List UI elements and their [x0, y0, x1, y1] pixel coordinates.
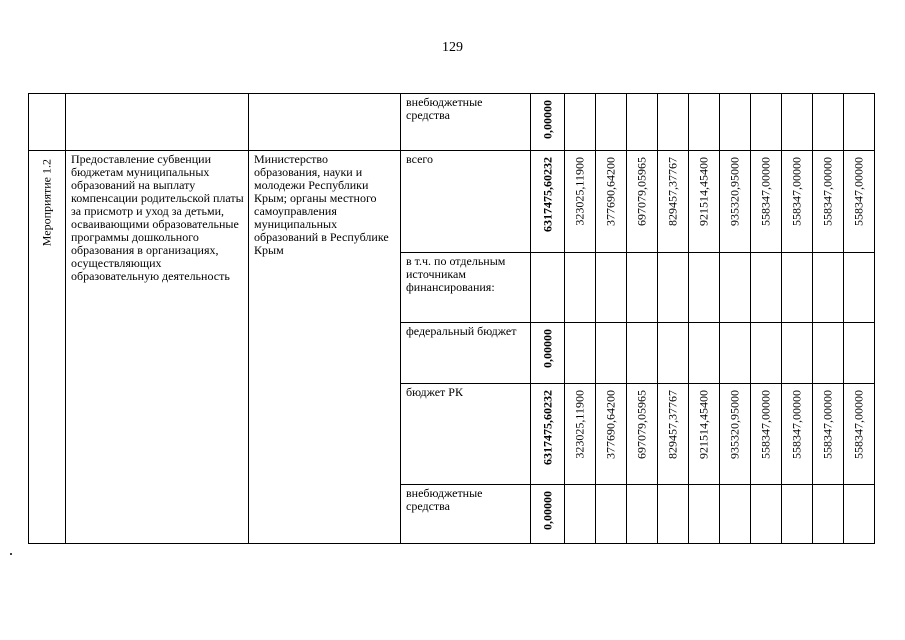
year-cell	[751, 151, 782, 253]
total-value: 0,00000	[540, 491, 554, 530]
year-cell	[720, 485, 751, 544]
year-cell	[596, 485, 627, 544]
source-label: бюджет РК	[406, 385, 463, 399]
year-cell	[565, 253, 596, 323]
year-value: 829457,37767	[665, 390, 680, 459]
year-cell	[751, 384, 782, 485]
year-value: 829457,37767	[665, 157, 680, 226]
year-value: 697079,05965	[634, 390, 649, 459]
year-cell	[565, 151, 596, 253]
year-cell	[813, 94, 844, 151]
year-cell	[565, 485, 596, 544]
year-cell	[813, 253, 844, 323]
year-cell	[627, 94, 658, 151]
total-cell	[531, 323, 565, 384]
total-cell	[531, 151, 565, 253]
source-label: федеральный бюджет	[406, 324, 517, 338]
total-cell	[531, 253, 565, 323]
source-cell	[401, 151, 531, 253]
table-row	[29, 151, 875, 253]
year-value: 377690,64200	[603, 157, 618, 226]
year-value: 558347,00000	[789, 390, 804, 459]
page-number: 129	[442, 40, 463, 55]
source-cell	[401, 94, 531, 151]
source-cell	[401, 323, 531, 384]
year-cell	[658, 384, 689, 485]
year-cell	[658, 253, 689, 323]
year-value: 697079,05965	[634, 157, 649, 226]
year-cell	[596, 151, 627, 253]
total-value: 6317475,60232	[540, 390, 554, 465]
year-cell	[813, 485, 844, 544]
year-cell	[813, 151, 844, 253]
year-cell	[689, 253, 720, 323]
year-value: 558347,00000	[820, 157, 835, 226]
year-value: 921514,45400	[696, 157, 711, 226]
table-row-top	[29, 94, 875, 151]
total-cell	[531, 94, 565, 151]
year-cell	[658, 151, 689, 253]
year-cell	[782, 94, 813, 151]
year-value: 377690,64200	[603, 390, 618, 459]
measure-id-cell	[29, 151, 66, 544]
year-cell	[782, 151, 813, 253]
year-cell	[751, 485, 782, 544]
year-cell	[782, 253, 813, 323]
year-value: 935320,95000	[727, 157, 742, 226]
scan-speck	[10, 553, 12, 555]
executor-cell	[249, 151, 401, 544]
year-cell	[627, 151, 658, 253]
year-cell	[689, 384, 720, 485]
year-cell	[689, 323, 720, 384]
year-value: 558347,00000	[820, 390, 835, 459]
year-value: 558347,00000	[758, 157, 773, 226]
year-value: 558347,00000	[789, 157, 804, 226]
total-value: 0,00000	[540, 100, 554, 139]
year-cell	[782, 384, 813, 485]
year-cell	[782, 323, 813, 384]
total-value: 0,00000	[540, 329, 554, 368]
year-value: 323025,11900	[572, 390, 587, 459]
year-cell	[782, 485, 813, 544]
year-cell	[844, 485, 875, 544]
budget-table	[28, 93, 875, 544]
year-cell	[844, 94, 875, 151]
description-cell	[66, 151, 249, 544]
measure-executor: Министерство образования, науки и молодежи Республики Крым; органы местного самоуправления муниципальных образований в Республике Крым	[254, 152, 389, 257]
source-label: всего	[406, 152, 434, 166]
source-label: в т.ч. по отдельным источникам финансирования:	[406, 254, 506, 294]
year-cell	[627, 485, 658, 544]
description-cell-top	[66, 94, 249, 151]
year-cell	[565, 323, 596, 384]
total-cell	[531, 485, 565, 544]
year-cell	[720, 94, 751, 151]
source-cell	[401, 485, 531, 544]
year-cell	[658, 94, 689, 151]
year-cell	[813, 384, 844, 485]
year-cell	[627, 323, 658, 384]
year-cell	[720, 384, 751, 485]
executor-cell-top	[249, 94, 401, 151]
year-cell	[565, 384, 596, 485]
year-cell	[627, 253, 658, 323]
year-cell	[844, 323, 875, 384]
year-cell	[658, 485, 689, 544]
year-cell	[751, 323, 782, 384]
year-value: 558347,00000	[851, 157, 866, 226]
year-cell	[689, 151, 720, 253]
year-cell	[720, 323, 751, 384]
source-label: внебюджетные средства	[406, 95, 483, 122]
year-value: 323025,11900	[572, 157, 587, 226]
year-value: 921514,45400	[696, 390, 711, 459]
total-cell	[531, 384, 565, 485]
year-cell	[596, 323, 627, 384]
year-cell	[565, 94, 596, 151]
year-cell	[658, 323, 689, 384]
year-value: 558347,00000	[851, 390, 866, 459]
year-cell	[844, 253, 875, 323]
year-cell	[844, 151, 875, 253]
year-cell	[596, 94, 627, 151]
year-value: 558347,00000	[758, 390, 773, 459]
measure-id-cell-top	[29, 94, 66, 151]
year-cell	[596, 253, 627, 323]
measure-id: Мероприятие 1.2	[39, 159, 54, 247]
year-cell	[813, 323, 844, 384]
year-cell	[627, 384, 658, 485]
source-cell	[401, 253, 531, 323]
year-cell	[720, 253, 751, 323]
year-cell	[751, 253, 782, 323]
total-value: 6317475,60232	[540, 157, 554, 232]
measure-description: Предоставление субвенции бюджетам муниципальных образований на выплату компенсации родительской платы за присмотр и уход за детьми, осваивающими образовательные программы дошкольного образования в организациях, осуществляющих образовательную деятельность	[71, 152, 244, 283]
year-cell	[689, 485, 720, 544]
year-cell	[720, 151, 751, 253]
source-label: внебюджетные средства	[406, 486, 483, 513]
year-cell	[689, 94, 720, 151]
year-cell	[844, 384, 875, 485]
source-cell	[401, 384, 531, 485]
year-cell	[751, 94, 782, 151]
year-cell	[596, 384, 627, 485]
year-value: 935320,95000	[727, 390, 742, 459]
